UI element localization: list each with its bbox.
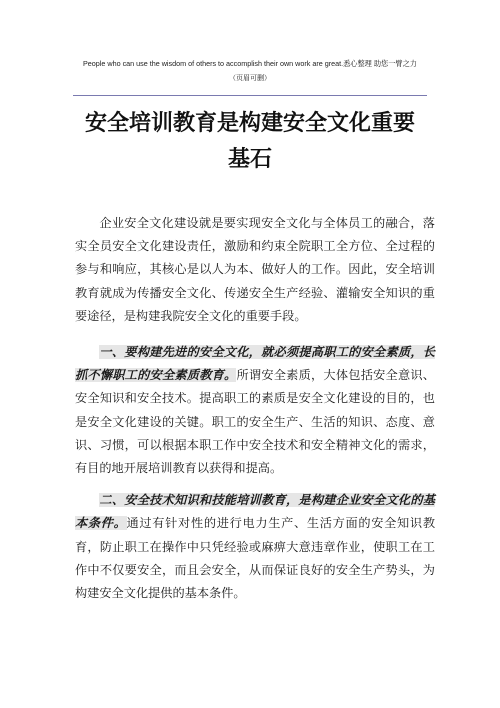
title-line-1: 安全培训教育是构建安全文化重要 (84, 111, 415, 136)
page-header (40, 58, 460, 84)
document-title (50, 106, 450, 178)
header-motto: People who can use the wisdom of others to accomplish their own work are great.悉心整理 助您一臂之力 (83, 59, 417, 68)
header-note: （页眉可删） (229, 74, 271, 82)
section-1-text: 所谓安全素质，大体包括安全意识、安全知识和安全技术。提高职工的素质是安全文化建设的目的，也是安全文化建设的关键。职工的安全生产、生活的知识、态度、意识、习惯，可以根据本职工作中安全技术和安全精神文化的需求，有目的地开展培训教育以获得和提高。 (75, 368, 435, 476)
section-2-heading: 二、安全技术知识和技能培训教育，是构建企业安全文化的基本条件。 (75, 493, 435, 531)
paragraph-section-2 (75, 489, 435, 605)
paragraph-intro (75, 212, 435, 328)
section-2-text: 通过有针对性的进行电力生产、生活方面的安全知识教育，防止职工在操作中只凭经验或麻痹大意违章作业，使职工在工作中不仅要安全，而且会安全，从而保证良好的安全生产势头，为构建安全文化提供的基本条件。 (75, 516, 436, 601)
title-line-2: 基石 (227, 147, 272, 172)
section-1-heading: 一、要构建先进的安全文化，就必须提高职工的安全素质，长抓不懈职工的安全素质教育。 (75, 345, 435, 383)
document-body (75, 212, 435, 614)
paragraph-section-1 (75, 341, 435, 480)
header-divider (73, 95, 427, 96)
paragraph-intro-text: 企业安全文化建设就是要实现安全文化与全体员工的融合，落实全员安全文化建设责任，激励和约束全院职工全方位、全过程的参与和响应，其核心是以人为本、做好人的工作。因此，安全培训教育就成为传播安全文化、传递安全生产经验、灌输安全知识的重要途径，是构建我院安全文化的重要手段。 (75, 216, 435, 323)
